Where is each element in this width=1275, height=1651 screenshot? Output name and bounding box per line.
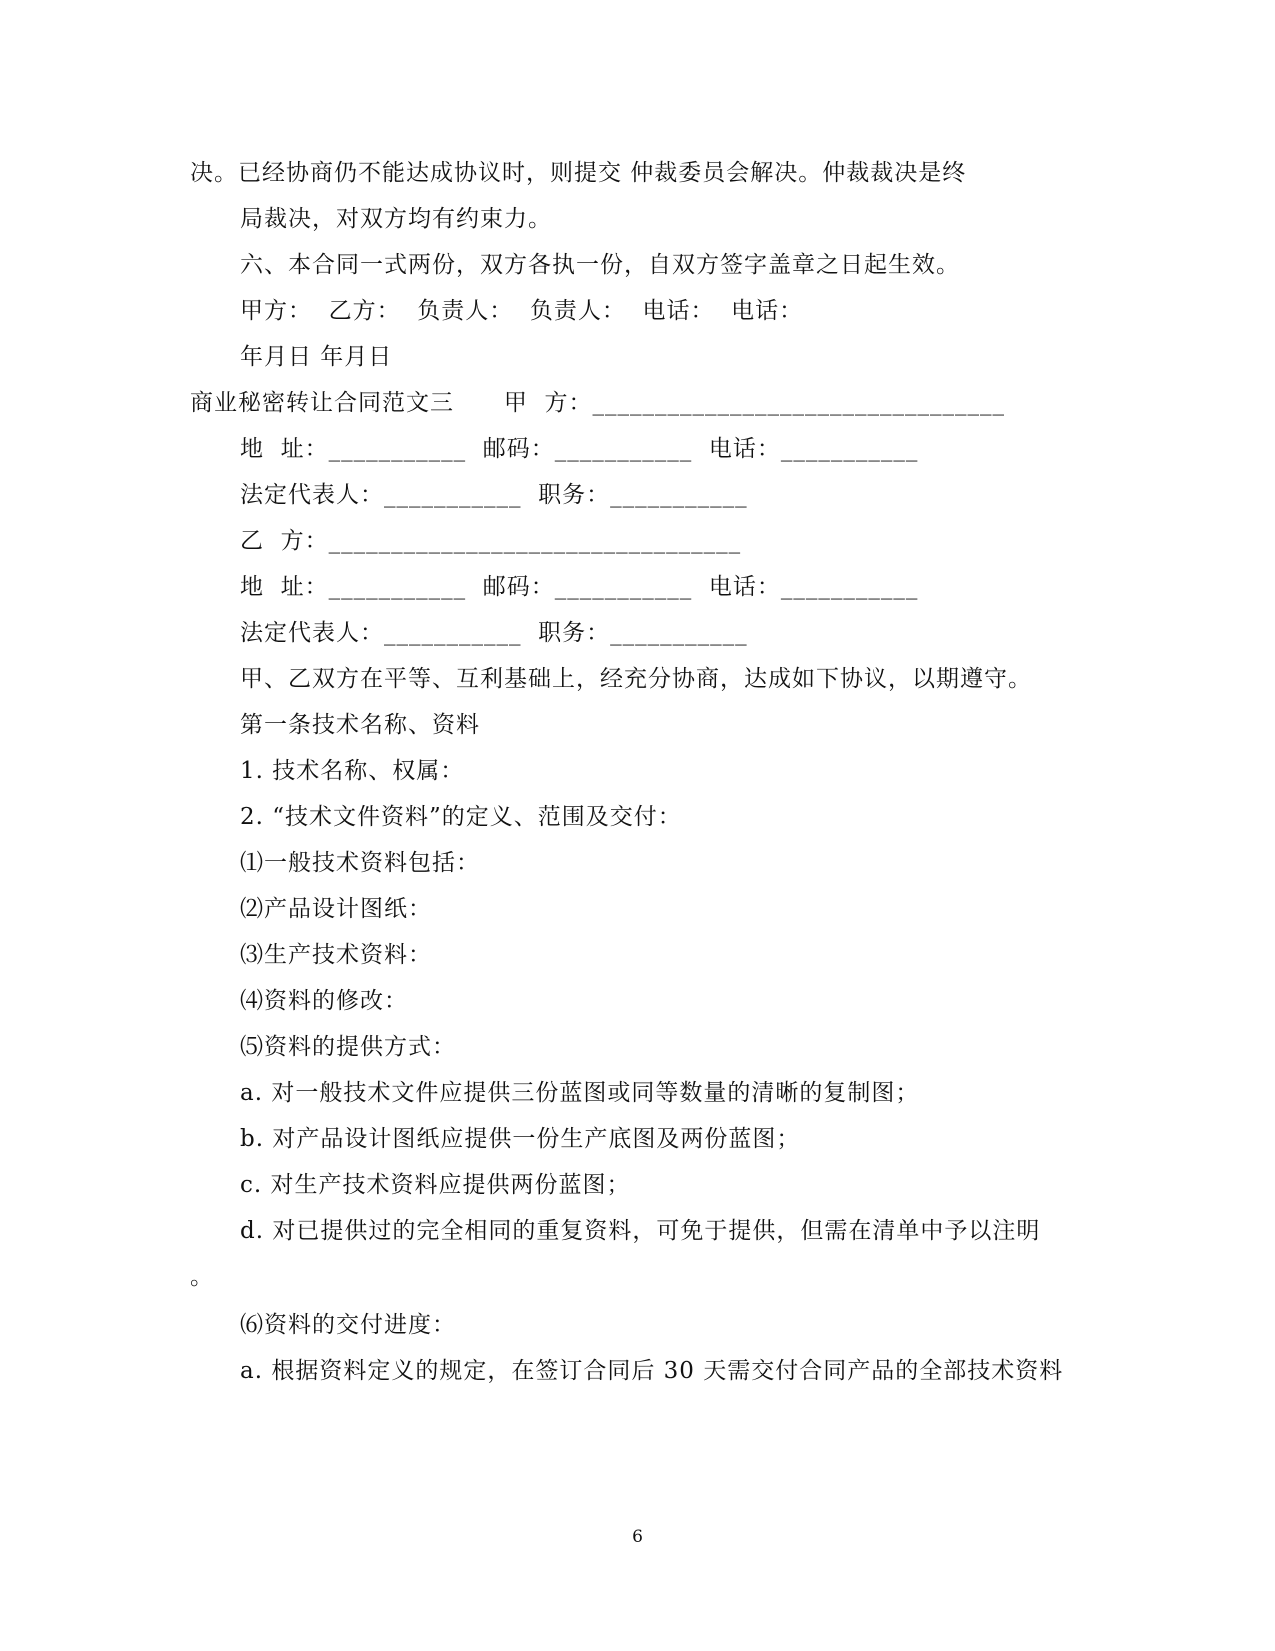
text-line: ⑷资料的修改： [240, 988, 408, 1014]
text-line: ⑹资料的交付进度： [240, 1312, 456, 1338]
text-line: d. 对已提供过的完全相同的重复资料，可免于提供，但需在清单中予以注明 [240, 1218, 1041, 1244]
contract-title-line: 商业秘密转让合同范文三 甲 方：_________________________________ [190, 390, 1005, 416]
text-line: 甲方： 乙方： 负责人： 负责人： 电话： 电话： [240, 298, 804, 324]
text-line: 六、本合同一式两份，双方各执一份，自双方签字盖章之日起生效。 [240, 252, 960, 278]
text-line: 决。已经协商仍不能达成协议时，则提交 仲裁委员会解决。仲裁裁决是终 [190, 160, 967, 186]
text-line: a. 对一般技术文件应提供三份蓝图或同等数量的清晰的复制图； [240, 1080, 920, 1106]
text-line: ⑶生产技术资料： [240, 942, 432, 968]
text-line: 1. 技术名称、权属： [240, 758, 465, 784]
text-line: 。 [190, 1264, 214, 1290]
text-line: c. 对生产技术资料应提供两份蓝图； [240, 1172, 631, 1198]
text-line: 地 址：___________ 邮码：___________ 电话：___________ [240, 574, 919, 600]
text-line: b. 对产品设计图纸应提供一份生产底图及两份蓝图； [240, 1126, 801, 1152]
text-line: a. 根据资料定义的规定，在签订合同后 30 天需交付合同产品的全部技术资料 [240, 1358, 1064, 1384]
text-line: 乙 方：_________________________________ [240, 528, 742, 554]
section-heading: 第一条技术名称、资料 [240, 712, 480, 738]
text-line: 法定代表人：___________ 职务：___________ [240, 620, 748, 646]
text-line: 法定代表人：___________ 职务：___________ [240, 482, 748, 508]
text-line: 地 址：___________ 邮码：___________ 电话：___________ [240, 436, 919, 462]
text-line: 2. “技术文件资料”的定义、范围及交付： [240, 804, 682, 830]
text-line: 年月日 年月日 [240, 344, 393, 370]
text-line: 甲、乙双方在平等、互利基础上，经充分协商，达成如下协议，以期遵守。 [240, 666, 1032, 692]
text-line: ⑸资料的提供方式： [240, 1034, 456, 1060]
page-number: 6 [632, 1527, 643, 1547]
text-line: ⑴一般技术资料包括： [240, 850, 480, 876]
text-line: 局裁决，对双方均有约束力。 [240, 206, 552, 232]
text-line: ⑵产品设计图纸： [240, 896, 432, 922]
